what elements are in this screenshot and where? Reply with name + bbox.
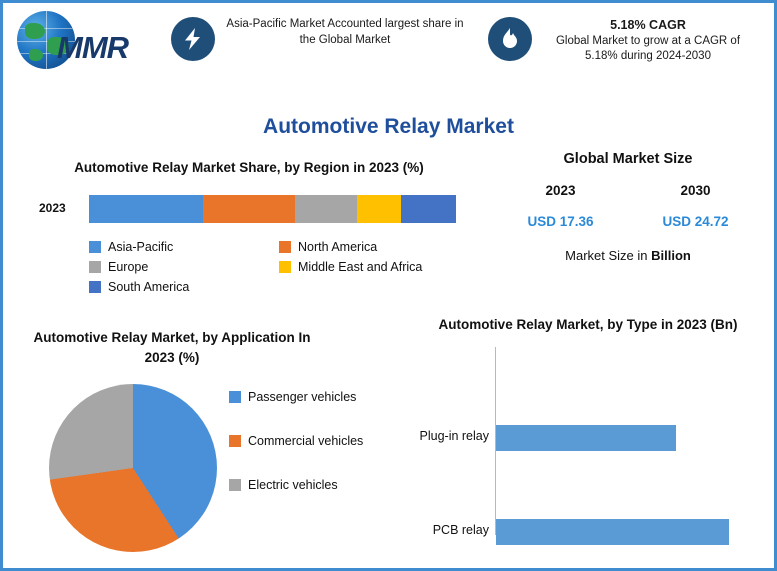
region-category-label: 2023: [39, 200, 66, 215]
region-legend-item: [89, 280, 279, 294]
legend-swatch-icon: [89, 281, 101, 293]
global-market-size-value-2030: USD 24.72: [662, 214, 729, 229]
region-segment-south-america: [401, 195, 456, 223]
global-market-size-footer-prefix: Market Size in: [565, 248, 652, 263]
type-bar-chart: [403, 315, 773, 535]
global-market-size-years: [493, 183, 763, 198]
global-market-size-values: [493, 214, 763, 229]
kpi-card-cagr-body: Global Market to grow at a CAGR of 5.18% during 2024-2030: [555, 34, 741, 63]
region-legend-item: [89, 240, 279, 254]
legend-swatch-icon: [89, 261, 101, 273]
region-chart-title: Automotive Relay Market Share, by Region in 2023 (%): [74, 160, 424, 175]
legend-swatch-icon: [229, 391, 241, 403]
global-market-size-unit: Billion: [651, 248, 691, 263]
type-chart-bar-plug-in-relay: [496, 425, 676, 451]
region-segment-middle-east-africa: [357, 195, 401, 223]
region-stacked-bar: [89, 195, 456, 223]
legend-swatch-icon: [89, 241, 101, 253]
global-market-size-panel: [493, 151, 763, 263]
kpi-card-region-text: Asia-Pacific Market Accounted largest share in the Global Market: [226, 18, 464, 46]
application-legend-label: Passenger vehicles: [248, 390, 357, 404]
type-chart-label: Plug-in relay: [419, 428, 489, 443]
kpi-card-region: [171, 17, 471, 61]
application-legend-item: [229, 390, 419, 404]
type-chart-bar-pcb-relay: [496, 519, 729, 545]
type-chart-plot: [403, 347, 773, 535]
region-segment-asia-pacific: [89, 195, 203, 223]
flame-icon: [488, 17, 532, 61]
region-segment-europe: [295, 195, 357, 223]
global-market-size-footer: [493, 248, 763, 263]
application-legend-label: Electric vehicles: [248, 478, 338, 492]
brand-logo: [17, 11, 167, 73]
legend-swatch-icon: [279, 241, 291, 253]
application-legend: [229, 390, 419, 522]
type-chart-row: [403, 519, 773, 545]
type-chart-label: PCB relay: [432, 522, 489, 537]
global-market-size-year-2030: 2030: [680, 183, 711, 198]
region-legend-label: South America: [108, 279, 190, 294]
global-market-size-year-2023: 2023: [545, 183, 576, 198]
kpi-card-cagr-text: [542, 17, 754, 65]
region-legend-item: [279, 240, 469, 254]
brand-name: MMR: [57, 30, 129, 65]
region-chart-plot: [29, 190, 469, 230]
region-legend: [29, 240, 469, 300]
region-legend-item: [89, 260, 279, 274]
region-segment-north-america: [203, 195, 295, 223]
application-legend-item: [229, 478, 419, 492]
region-share-chart: [29, 158, 469, 300]
region-legend-label: North America: [298, 239, 378, 254]
kpi-card-cagr: [488, 17, 768, 65]
lightning-bolt-icon: [171, 17, 215, 61]
application-chart-title: Automotive Relay Market, by Application In 2023 (%): [33, 330, 311, 365]
page-title: Automotive Relay Market: [263, 115, 514, 138]
type-chart-row: [403, 425, 773, 451]
type-chart-title: Automotive Relay Market, by Type in 2023 (Bn): [438, 317, 738, 332]
region-legend-label: Asia-Pacific: [108, 239, 174, 254]
region-legend-label: Europe: [108, 259, 149, 274]
application-pie: [49, 384, 217, 552]
legend-swatch-icon: [279, 261, 291, 273]
application-legend-item: [229, 434, 419, 448]
region-legend-item: [279, 260, 469, 274]
global-market-size-value-2023: USD 17.36: [527, 214, 594, 229]
kpi-card-cagr-title: 5.18% CAGR: [610, 18, 686, 32]
global-market-size-title: Global Market Size: [563, 151, 693, 167]
header: [3, 3, 774, 101]
legend-swatch-icon: [229, 479, 241, 491]
application-legend-label: Commercial vehicles: [248, 434, 364, 448]
region-legend-label: Middle East and Africa: [298, 259, 423, 274]
legend-swatch-icon: [229, 435, 241, 447]
application-share-chart: [21, 328, 421, 492]
